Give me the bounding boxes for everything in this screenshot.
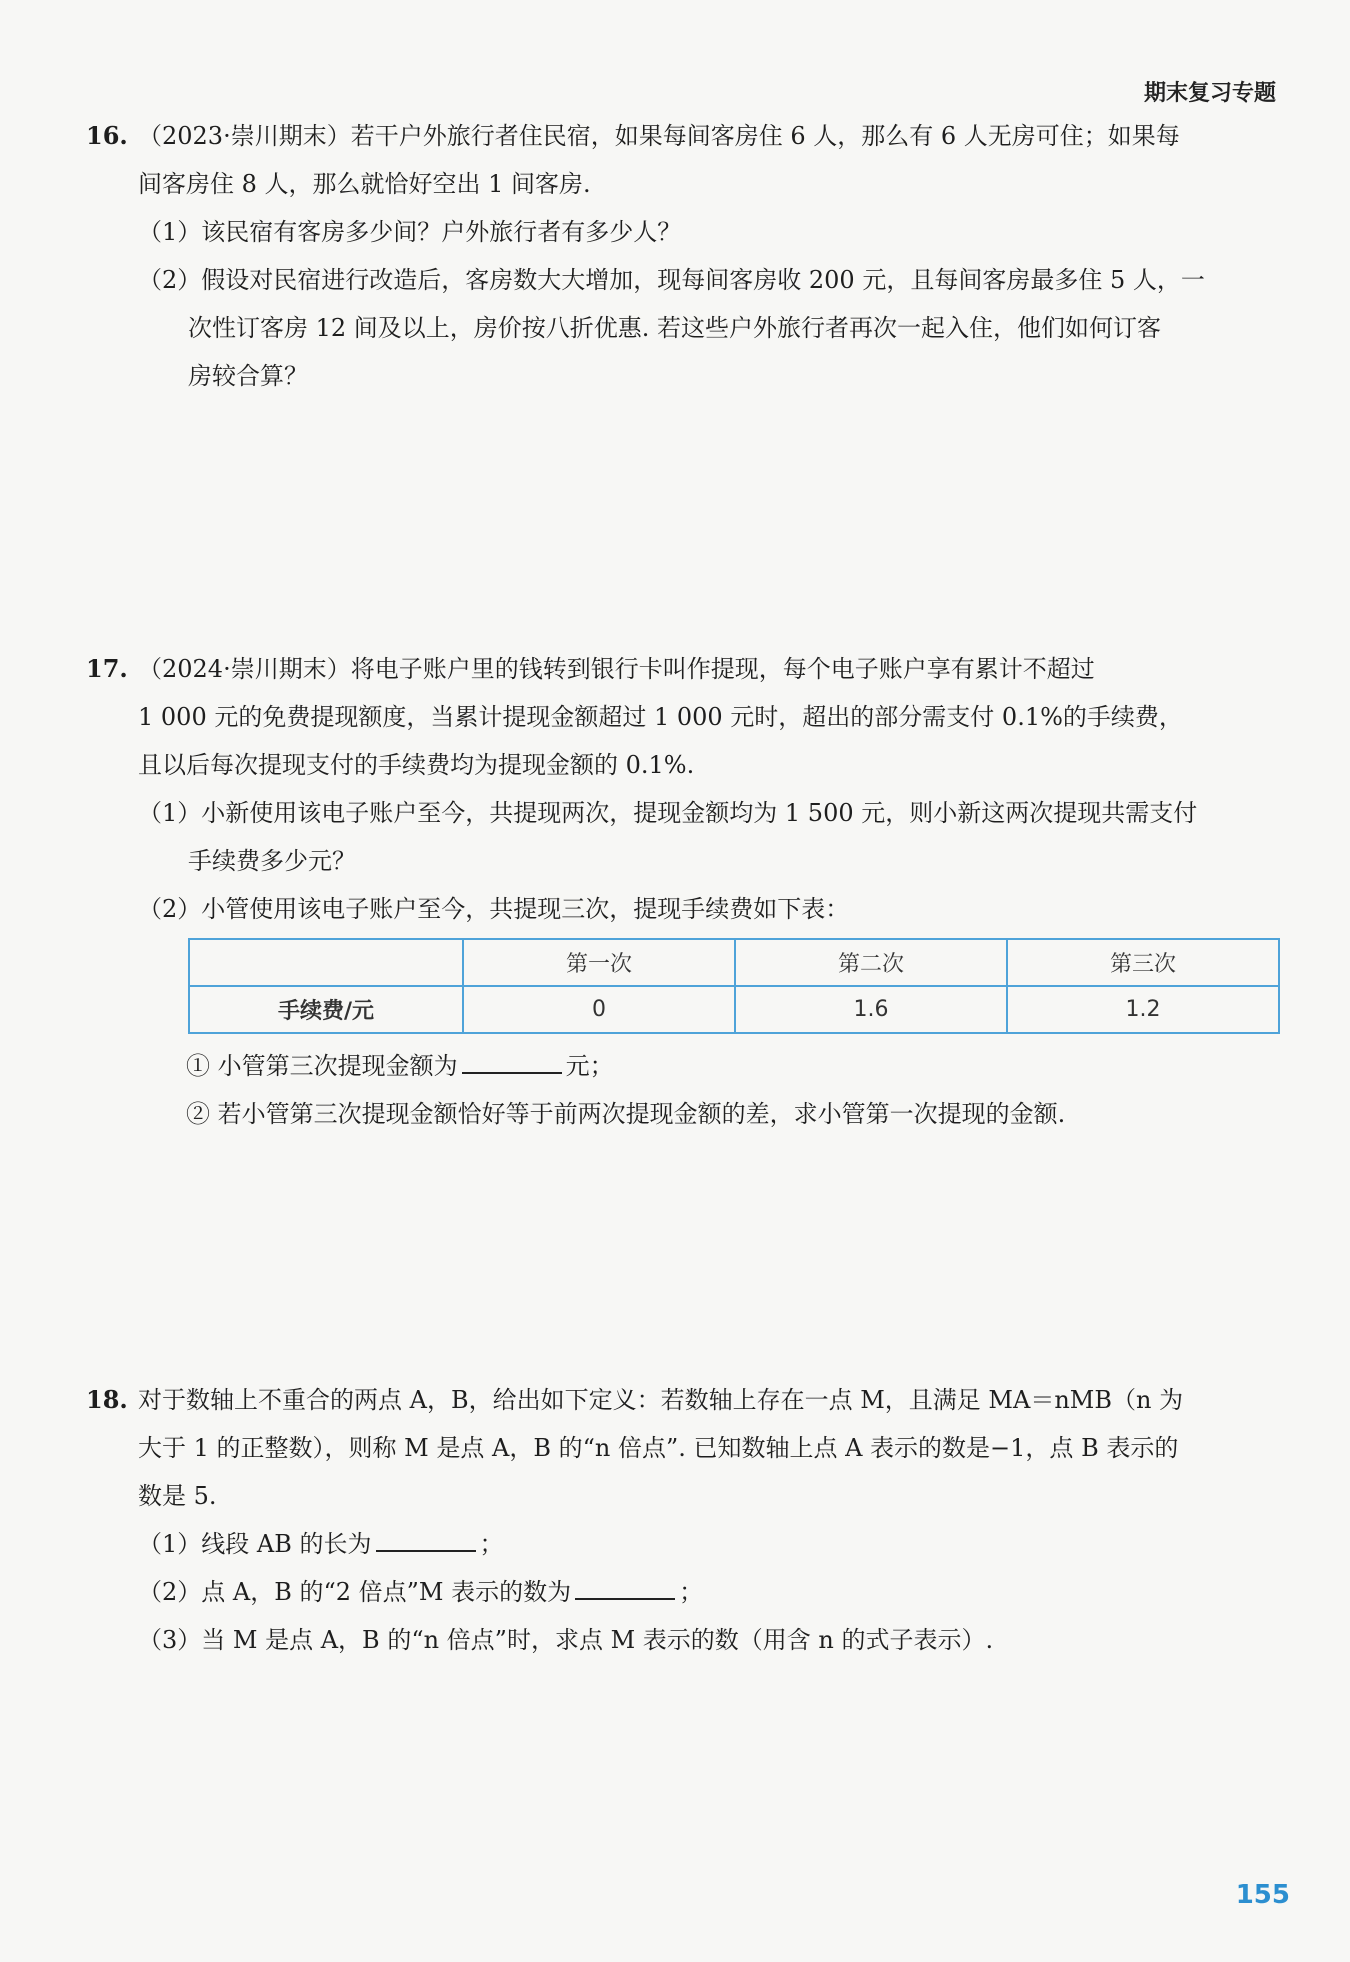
problem-16-stem-line-2: 间客房住 8 人，那么就恰好空出 1 间客房. bbox=[138, 170, 591, 198]
problem-18-question-3: （3）当 M 是点 A，B 的“n 倍点”时，求点 M 表示的数（用含 n 的式子表示）. bbox=[138, 1626, 994, 1654]
table-cell: 1.6 bbox=[735, 986, 1007, 1033]
section-header: 期末复习专题 bbox=[1143, 81, 1276, 106]
answer-blank bbox=[575, 1572, 675, 1600]
page-number: 155 bbox=[1235, 1880, 1290, 1910]
table-header-cell: 第三次 bbox=[1007, 939, 1279, 986]
problem-17 bbox=[86, 645, 1278, 933]
question-text: ； bbox=[679, 1578, 704, 1606]
problem-17-sub-1 bbox=[86, 1042, 1278, 1090]
table-cell: 0 bbox=[463, 986, 735, 1033]
problem-17-question-1-line-2: 手续费多少元？ bbox=[188, 847, 356, 875]
problem-18-stem-line-2: 大于 1 的正整数），则称 M 是点 A，B 的“n 倍点”. 已知数轴上点 A 表示的数是−1，点 B 表示的 bbox=[138, 1434, 1179, 1462]
problem-16-question-1: （1）该民宿有客房多少间？户外旅行者有多少人？ bbox=[138, 218, 682, 246]
answer-blank bbox=[462, 1046, 562, 1074]
problem-text: （2023·崇川期末）若干户外旅行者住民宿，如果每间客房住 6 人，那么有 6 人无房可住；如果每 bbox=[138, 122, 1180, 150]
table-cell: 1.2 bbox=[1007, 986, 1279, 1033]
table-row-label: 手续费/元 bbox=[189, 986, 463, 1033]
table-header-cell: 第二次 bbox=[735, 939, 1007, 986]
question-text: ； bbox=[479, 1530, 504, 1558]
problem-18-question-2 bbox=[86, 1568, 1278, 1616]
fee-table bbox=[188, 938, 1280, 1034]
problem-number: 18. bbox=[86, 1385, 128, 1414]
question-text: （1）线段 AB 的长为 bbox=[138, 1530, 372, 1558]
problem-18 bbox=[86, 1376, 1278, 1664]
problem-17-subquestions bbox=[86, 1042, 1278, 1138]
problem-text: 对于数轴上不重合的两点 A，B，给出如下定义：若数轴上存在一点 M，且满足 MA＝nMB（n 为 bbox=[138, 1386, 1184, 1414]
question-text: （2）点 A，B 的“2 倍点”M 表示的数为 bbox=[138, 1578, 572, 1606]
problem-16 bbox=[86, 112, 1278, 400]
sub-text: ① 小管第三次提现金额为 bbox=[186, 1052, 458, 1080]
problem-18-stem-line-3: 数是 5. bbox=[138, 1482, 217, 1510]
answer-blank bbox=[376, 1524, 476, 1552]
problem-18-stem-line-1 bbox=[86, 1376, 1278, 1424]
problem-17-question-1-line-1: （1）小新使用该电子账户至今，共提现两次，提现金额均为 1 500 元，则小新这两次提现共需支付 bbox=[138, 799, 1198, 827]
problem-17-question-2: （2）小管使用该电子账户至今，共提现三次，提现手续费如下表： bbox=[138, 895, 850, 923]
sub-text: 元； bbox=[565, 1052, 614, 1080]
table-header-cell: 第一次 bbox=[463, 939, 735, 986]
problem-16-question-2-line-3: 房较合算？ bbox=[188, 362, 308, 390]
table-header-cell bbox=[189, 939, 463, 986]
problem-18-question-1 bbox=[86, 1520, 1278, 1568]
problem-17-stem-line-1 bbox=[86, 645, 1278, 693]
problem-16-question-2-line-2: 次性订客房 12 间及以上，房价按八折优惠. 若这些户外旅行者再次一起入住，他们如何订客 bbox=[188, 314, 1162, 342]
problem-number: 16. bbox=[86, 121, 128, 150]
problem-17-sub-2: ② 若小管第三次提现金额恰好等于前两次提现金额的差，求小管第一次提现的金额. bbox=[186, 1100, 1066, 1128]
table-row bbox=[189, 986, 1279, 1033]
problem-number: 17. bbox=[86, 654, 128, 683]
problem-17-stem-line-3: 且以后每次提现支付的手续费均为提现金额的 0.1%. bbox=[138, 751, 695, 779]
table-header-row bbox=[189, 939, 1279, 986]
problem-16-stem-line-1 bbox=[86, 112, 1278, 160]
problem-17-stem-line-2: 1 000 元的免费提现额度，当累计提现金额超过 1 000 元时，超出的部分需支付 0.1%的手续费， bbox=[138, 703, 1183, 731]
problem-16-question-2-line-1: （2）假设对民宿进行改造后，客房数大大增加，现每间客房收 200 元，且每间客房最多住 5 人，一 bbox=[138, 266, 1205, 294]
problem-text: （2024·崇川期末）将电子账户里的钱转到银行卡叫作提现，每个电子账户享有累计不超过 bbox=[138, 655, 1095, 683]
